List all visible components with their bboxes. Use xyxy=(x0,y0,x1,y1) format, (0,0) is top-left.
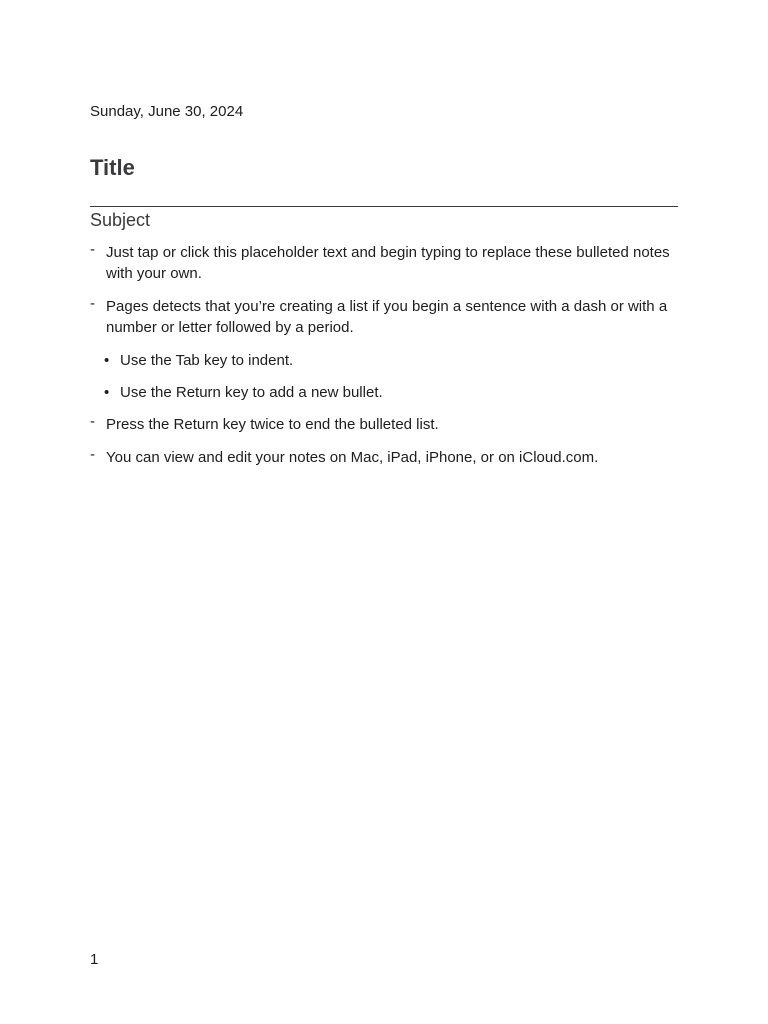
list-item[interactable] xyxy=(90,242,680,284)
bullet-marker: • xyxy=(104,352,110,369)
list-item[interactable] xyxy=(104,350,664,371)
dash-marker: - xyxy=(90,413,95,430)
title-divider xyxy=(90,206,678,207)
dash-marker: - xyxy=(90,241,95,258)
list-item-text[interactable]: Pages detects that you’re creating a list if you begin a sentence with a dash or with a number or letter followed by a period. xyxy=(106,298,668,336)
list-item-text[interactable]: Use the Tab key to indent. xyxy=(120,352,294,369)
document-date[interactable]: Sunday, June 30, 2024 xyxy=(90,103,244,120)
dash-marker: - xyxy=(90,446,95,463)
page-number: 1 xyxy=(90,951,99,968)
list-item[interactable] xyxy=(90,447,680,468)
bullet-marker: • xyxy=(104,384,110,401)
list-item[interactable] xyxy=(90,414,680,435)
list-item-text[interactable]: You can view and edit your notes on Mac, iPad, iPhone, or on iCloud.com. xyxy=(106,449,599,466)
list-item[interactable] xyxy=(104,382,664,403)
document-title[interactable]: Title xyxy=(90,155,135,180)
dash-marker: - xyxy=(90,295,95,312)
list-item[interactable] xyxy=(90,296,680,338)
list-item-text[interactable]: Just tap or click this placeholder text and begin typing to replace these bulleted notes with your own. xyxy=(106,244,670,282)
document-subject[interactable]: Subject xyxy=(90,210,151,230)
list-item-text[interactable]: Press the Return key twice to end the bulleted list. xyxy=(106,416,439,433)
list-item-text[interactable]: Use the Return key to add a new bullet. xyxy=(120,384,383,401)
